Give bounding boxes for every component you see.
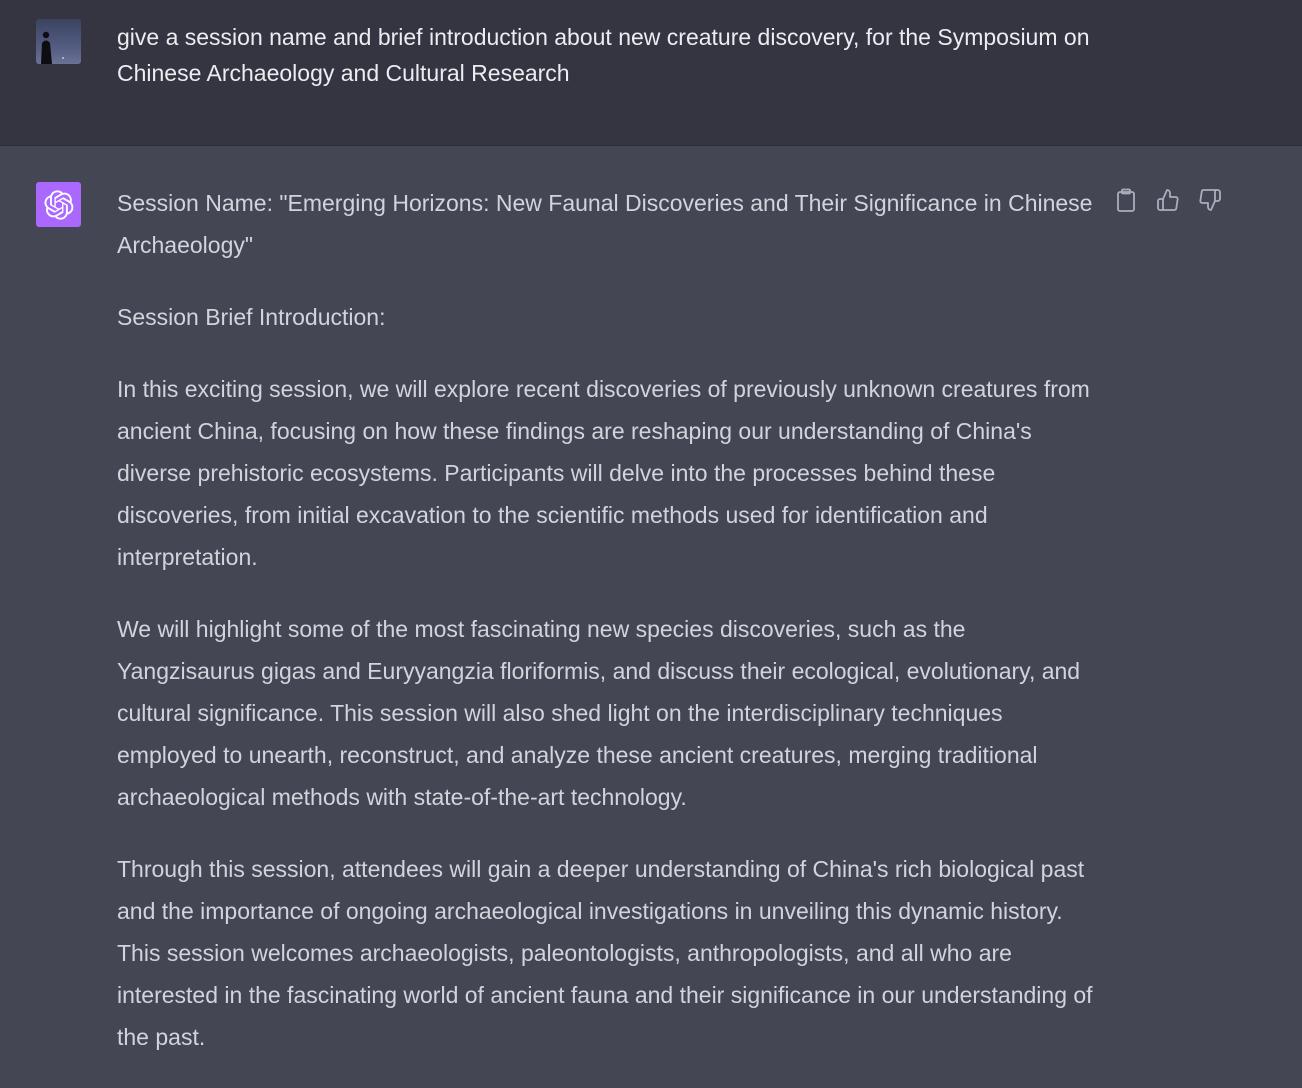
body-paragraph-2: We will highlight some of the most fascinating new species discoveries, such as the Yangzisaurus gigas and Euryyangzia floriformis, and discuss their ecological, evolutionary, and cultural significance. This session will also shed light on the interdisciplinary techniques employed to unearth, reconstruct, and analyze these ancient creatures, merging traditional archaeological methods with state-of-the-art technology. [117, 616, 1081, 810]
thumbs-up-button[interactable] [1156, 186, 1180, 214]
session-name-paragraph: Session Name: "Emerging Horizons: New Faunal Discoveries and Their Significance in Chinese Archaeology" [117, 190, 1093, 258]
thumbs-down-button[interactable] [1198, 186, 1222, 214]
body-paragraph-3: Through this session, attendees will gain a deeper understanding of China's rich biological past and the importance of ongoing archaeological investigations in unveiling this dynamic history. This session welcomes archaeologists, paleontologists, anthropologists, and all who are interested in the fascinating world of ancient fauna and their significance in our understanding of the past. [117, 856, 1093, 1050]
assistant-message-text [117, 182, 1102, 1088]
body-paragraph-1: In this exciting session, we will explore recent discoveries of previously unknown creatures from ancient China, focusing on how these findings are reshaping our understanding of China's diverse prehistoric ecosystems. Participants will delve into the processes behind these discoveries, from initial excavation to the scientific methods used for identification and interpretation. [117, 376, 1090, 570]
user-message-text: give a session name and brief introduction about new creature discovery, for the Symposium on Chinese Archaeology and Cultural Research [117, 24, 1090, 86]
assistant-message-row [0, 146, 1302, 1088]
user-avatar [36, 19, 81, 64]
copy-button[interactable] [1114, 186, 1138, 214]
clipboard-icon [1115, 188, 1137, 212]
user-message-row [0, 0, 1302, 146]
message-actions [1114, 186, 1222, 214]
chatgpt-logo-icon [36, 182, 81, 227]
thumbs-up-icon [1156, 188, 1180, 212]
thumbs-down-icon [1198, 188, 1222, 212]
intro-heading-paragraph: Session Brief Introduction: [117, 304, 386, 330]
